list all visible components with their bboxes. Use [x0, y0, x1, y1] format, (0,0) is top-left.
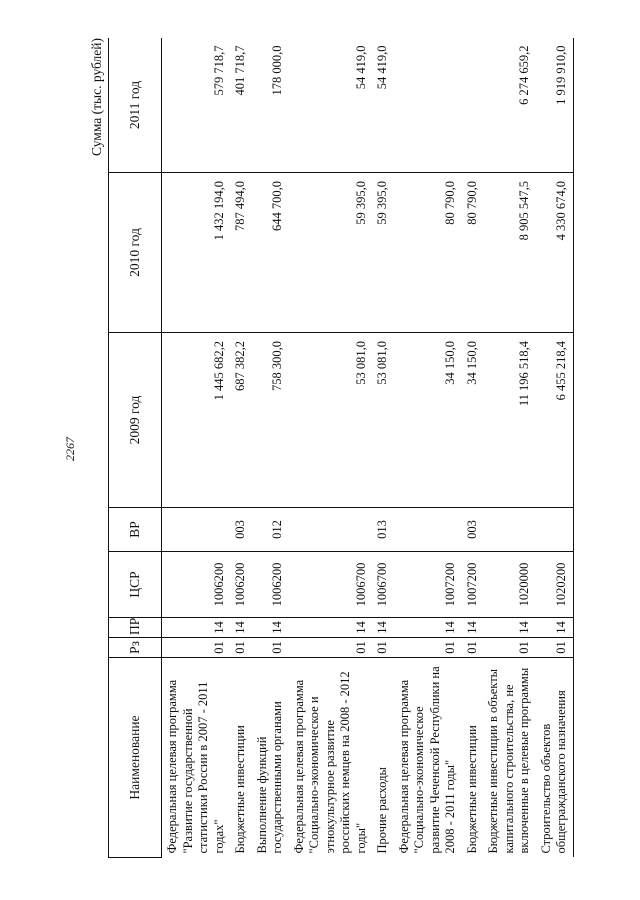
row-rz: 01 — [483, 638, 536, 658]
table-row — [230, 38, 252, 858]
row-rz: 01 — [289, 638, 373, 658]
table-row — [394, 38, 462, 858]
row-2009: 6 455 218,4 — [536, 333, 574, 508]
row-name: Федеральная целевая программа "Социально-экономическое и этнокультурное развитие российских немцев на 2008 - 2012 годы" — [291, 671, 368, 854]
row-2011: 401 718,7 — [230, 38, 252, 173]
row-pr: 14 — [230, 618, 252, 638]
header-rz: Рз — [109, 638, 162, 658]
row-csr: 1006200 — [230, 552, 252, 618]
table-row — [289, 38, 373, 858]
row-2010: 787 494,0 — [230, 173, 252, 333]
units-caption: Сумма (тыс. рублей) — [89, 38, 104, 156]
row-name: Бюджетные инвестиции в объекты капитального строительства, не включенные в целевые программы — [486, 667, 531, 854]
row-name: Прочие расходы — [375, 767, 389, 854]
row-2011: 6 274 659,2 — [483, 38, 536, 173]
header-vr: ВР — [109, 508, 162, 552]
header-csr: ЦСР — [109, 552, 162, 618]
row-name: Выполнение функций государственными органами — [254, 701, 284, 854]
header-2010: 2010 год — [109, 173, 162, 333]
table-row — [462, 38, 484, 858]
row-csr: 1020000 — [483, 552, 536, 618]
row-rz: 01 — [536, 638, 574, 658]
row-pr: 14 — [162, 618, 231, 638]
row-2009: 11 196 518,4 — [483, 333, 536, 508]
row-vr: 013 — [372, 508, 394, 552]
row-2010: 644 700,0 — [252, 173, 289, 333]
row-rz: 01 — [252, 638, 289, 658]
table-row — [372, 38, 394, 858]
row-rz: 01 — [462, 638, 484, 658]
row-2010: 59 395,0 — [289, 173, 373, 333]
header-pr: ПР — [109, 618, 162, 638]
row-2009: 53 081,0 — [289, 333, 373, 508]
row-2010: 1 432 194,0 — [162, 173, 231, 333]
table-row — [483, 38, 536, 858]
budget-table — [108, 38, 574, 858]
header-2011: 2011 год — [109, 38, 162, 173]
rotated-page — [88, 38, 603, 858]
table-row — [252, 38, 289, 858]
row-vr: 003 — [462, 508, 484, 552]
row-rz: 01 — [162, 638, 231, 658]
row-name: Бюджетные инвестиции — [233, 725, 247, 854]
row-vr — [289, 508, 373, 552]
row-2010: 4 330 674,0 — [536, 173, 574, 333]
row-name: Федеральная целевая программа "Социально-экономическое развитие Чеченской Республики на 2008 - 2011 годы" — [396, 666, 457, 854]
row-2009: 53 081,0 — [372, 333, 394, 508]
row-pr: 14 — [394, 618, 462, 638]
row-2011: 54 419,0 — [372, 38, 394, 173]
row-2010: 80 790,0 — [394, 173, 462, 333]
row-csr: 1006700 — [372, 552, 394, 618]
row-pr: 14 — [289, 618, 373, 638]
budget-table-container — [88, 38, 603, 858]
row-csr: 1006700 — [289, 552, 373, 618]
row-pr: 14 — [483, 618, 536, 638]
row-pr: 14 — [252, 618, 289, 638]
row-2011: 178 000,0 — [252, 38, 289, 173]
row-pr: 14 — [462, 618, 484, 638]
row-2011: 579 718,7 — [162, 38, 231, 173]
row-2010: 8 905 547,5 — [483, 173, 536, 333]
row-2009: 34 150,0 — [394, 333, 462, 508]
row-vr — [483, 508, 536, 552]
row-csr: 1007200 — [462, 552, 484, 618]
row-2009: 1 445 682,2 — [162, 333, 231, 508]
row-vr — [536, 508, 574, 552]
row-vr: 012 — [252, 508, 289, 552]
header-2009: 2009 год — [109, 333, 162, 508]
row-2010: 59 395,0 — [372, 173, 394, 333]
row-2011: 1 919 910,0 — [536, 38, 574, 173]
table-row — [536, 38, 574, 858]
row-csr: 1007200 — [394, 552, 462, 618]
row-name: Федеральная целевая программа "Развитие государственной статистики России в 2007 - 2011 годах" — [165, 679, 226, 854]
row-pr: 14 — [372, 618, 394, 638]
row-2011 — [462, 38, 484, 173]
table-row — [162, 38, 231, 858]
row-rz: 01 — [230, 638, 252, 658]
row-name: Бюджетные инвестиции — [464, 725, 479, 854]
row-rz: 01 — [372, 638, 394, 658]
row-csr: 1006200 — [162, 552, 231, 618]
row-name: Строительство объектов общегражданского назначения — [536, 658, 574, 858]
row-vr — [394, 508, 462, 552]
page-number: 2267 — [63, 437, 77, 461]
table-header-row — [109, 38, 162, 858]
row-vr — [162, 508, 231, 552]
row-2010: 80 790,0 — [462, 173, 484, 333]
row-csr: 1006200 — [252, 552, 289, 618]
row-2009: 687 382,2 — [230, 333, 252, 508]
row-pr: 14 — [536, 618, 574, 638]
row-2011: 54 419,0 — [289, 38, 373, 173]
row-csr: 1020200 — [536, 552, 574, 618]
header-name: Наименование — [109, 658, 162, 858]
row-2011 — [394, 38, 462, 173]
row-vr: 003 — [230, 508, 252, 552]
row-2009: 758 300,0 — [252, 333, 289, 508]
row-2009: 34 150,0 — [462, 333, 484, 508]
row-rz: 01 — [394, 638, 462, 658]
